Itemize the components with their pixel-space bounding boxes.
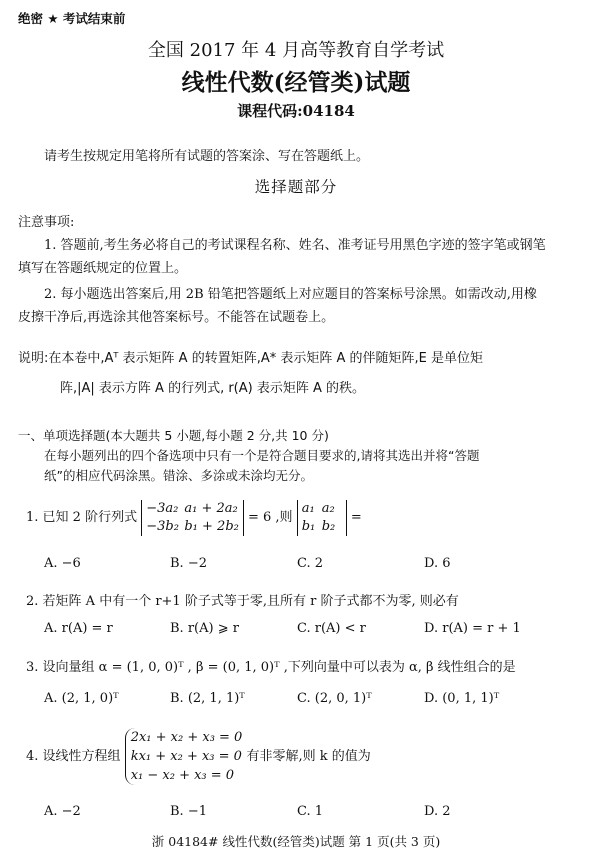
- det1-cell: a₁ + 2a₂: [184, 500, 238, 516]
- question-1-option-c[interactable]: C. 2: [297, 556, 324, 571]
- question-2-stem: 2. 若矩阵 A 中有一个 r+1 阶子式等于零,且所有 r 阶子式都不为零, 则必有: [26, 594, 459, 609]
- secrecy-mark: 绝密 ★ 考试结束前: [18, 11, 126, 26]
- determinant-2: [297, 500, 347, 536]
- det2-cell: a₁: [301, 500, 315, 516]
- page-footer: 浙 04184# 线性代数(经管类)试题 第 1 页(共 3 页): [151, 834, 441, 849]
- det2-cell: b₁: [301, 518, 316, 534]
- note-item-1-line-1: 1. 答题前,考生务必将自己的考试课程名称、姓名、准考证号用黑色字迹的签字笔或钢笔: [44, 238, 546, 253]
- question-1-stem: 1. 已知 2 阶行列式: [26, 510, 138, 525]
- question-2-option-b[interactable]: B. r(A) ⩾ r: [170, 621, 239, 636]
- question-2-option-d[interactable]: D. r(A) = r + 1: [424, 621, 521, 636]
- question-4-tail: 有非零解,则 k 的值为: [246, 749, 371, 764]
- question-3-option-c[interactable]: C. (2, 0, 1)ᵀ: [297, 691, 372, 706]
- det1-cell: −3a₂: [146, 500, 179, 516]
- det1-cell: −3b₂: [146, 518, 179, 534]
- question-4-option-c[interactable]: C. 1: [297, 804, 324, 819]
- equation-1: 2x₁ + x₂ + x₃ = 0: [130, 730, 243, 745]
- part1-heading: 一、单项选择题(本大题共 5 小题,每小题 2 分,共 10 分): [18, 428, 329, 443]
- explanation-line-1: 说明:在本卷中,Aᵀ 表示矩阵 A 的转置矩阵,A* 表示矩阵 A 的伴随矩阵,E 是单位矩: [18, 351, 483, 366]
- question-3-option-b[interactable]: B. (2, 1, 1)ᵀ: [170, 691, 245, 706]
- note-item-2-line-1: 2. 每小题选出答案后,用 2B 铅笔把答题纸上对应题目的答案标号涂黑。如需改动,用橡: [44, 287, 537, 302]
- answer-instruction: 请考生按规定用笔将所有试题的答案涂、写在答题纸上。: [44, 149, 370, 164]
- question-3-option-a[interactable]: A. (2, 1, 0)ᵀ: [44, 691, 119, 706]
- course-code: 课程代码:04184: [237, 102, 355, 120]
- det2-cell: a₂: [321, 500, 335, 516]
- question-4-option-b[interactable]: B. −1: [170, 804, 207, 819]
- question-4-option-d[interactable]: D. 2: [424, 804, 451, 819]
- note-item-2-line-2: 皮擦干净后,再选涂其他答案标号。不能答在试题卷上。: [18, 310, 335, 325]
- subject-title: 线性代数(经管类)试题: [181, 69, 411, 96]
- equation-3: x₁ − x₂ + x₃ = 0: [130, 768, 235, 783]
- question-4: [26, 727, 371, 787]
- notes-heading: 注意事项:: [18, 215, 75, 230]
- question-1-option-b[interactable]: B. −2: [170, 556, 207, 571]
- section-title: 选择题部分: [254, 178, 338, 196]
- question-3-stem: 3. 设向量组 α = (1, 0, 0)ᵀ , β = (0, 1, 0)ᵀ ,下列向量中可以表为 α, β 线性组合的是: [26, 660, 516, 675]
- question-3-option-d[interactable]: D. (0, 1, 1)ᵀ: [424, 691, 500, 706]
- question-1: [26, 498, 362, 538]
- determinant-1: [141, 500, 244, 536]
- question-1-mid: = 6 ,则: [248, 510, 293, 525]
- note-item-1-line-2: 填写在答题纸规定的位置上。: [18, 261, 188, 276]
- question-1-option-d[interactable]: D. 6: [424, 556, 451, 571]
- question-1-tail: =: [350, 510, 362, 525]
- question-2-option-c[interactable]: C. r(A) < r: [297, 621, 366, 636]
- question-1-option-a[interactable]: A. −6: [44, 556, 81, 571]
- part1-description-line-2: 纸”的相应代码涂黑。错涂、多涂或未涂均无分。: [44, 468, 313, 483]
- equation-2: kx₁ + x₂ + x₃ = 0: [130, 749, 242, 764]
- question-4-stem: 4. 设线性方程组: [26, 749, 121, 764]
- question-2-option-a[interactable]: A. r(A) = r: [44, 621, 113, 636]
- part1-description-line-1: 在每小题列出的四个备选项中只有一个是符合题目要求的,请将其选出并将“答题: [44, 448, 480, 463]
- question-4-option-a[interactable]: A. −2: [44, 804, 81, 819]
- equation-system: [125, 728, 243, 785]
- explanation-line-2: 阵,|A| 表示方阵 A 的行列式, r(A) 表示矩阵 A 的秩。: [60, 381, 366, 396]
- exam-title: 全国 2017 年 4 月高等教育自学考试: [147, 40, 445, 61]
- det1-cell: b₁ + 2b₂: [184, 518, 239, 534]
- det2-cell: b₂: [321, 518, 336, 534]
